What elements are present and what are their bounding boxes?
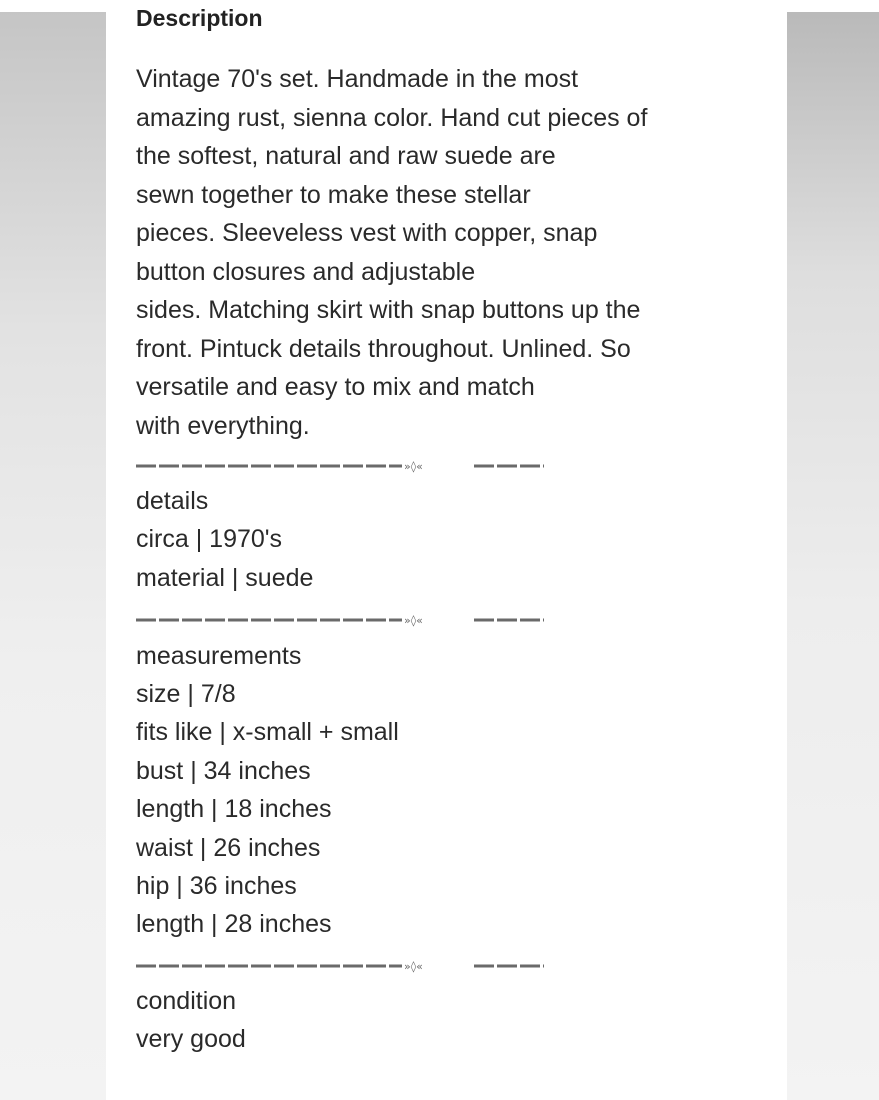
description-heading: Description: [136, 5, 263, 31]
details-material: material | suede: [136, 564, 314, 592]
right-background: [787, 0, 879, 1100]
description-paragraph: [136, 60, 766, 445]
description-line: sewn together to make these stellar: [136, 180, 531, 209]
condition-value: very good: [136, 1025, 246, 1053]
details-title: details: [136, 487, 209, 515]
measurement-hip: hip | 36 inches: [136, 872, 297, 900]
description-line: amazing rust, sienna color. Hand cut pieces of: [136, 103, 648, 132]
divider-ornament: »◊«: [404, 614, 423, 627]
measurements-title: measurements: [136, 642, 302, 670]
left-background: [0, 0, 106, 1100]
section-divider: [136, 613, 546, 627]
details-circa: circa | 1970's: [136, 525, 283, 553]
condition-title: condition: [136, 987, 237, 1015]
measurement-bust: bust | 34 inches: [136, 757, 311, 785]
description-line: the softest, natural and raw suede are: [136, 142, 556, 170]
description-line: sides. Matching skirt with snap buttons up the: [136, 296, 641, 324]
description-line: front. Pintuck details throughout. Unlined. So: [136, 334, 631, 363]
measurement-size: size | 7/8: [136, 680, 236, 708]
measurement-fits-like: fits like | x-small + small: [136, 718, 399, 746]
description-line: versatile and easy to mix and match: [136, 373, 535, 401]
description-line: Vintage 70's set. Handmade in the most: [136, 65, 579, 93]
description-line: with everything.: [136, 411, 310, 440]
divider-ornament: »◊«: [404, 960, 423, 973]
divider-ornament: »◊«: [404, 460, 423, 473]
section-divider: [136, 959, 546, 973]
measurement-length-top: length | 18 inches: [136, 795, 332, 823]
measurement-length-skirt: length | 28 inches: [136, 910, 332, 938]
description-line: button closures and adjustable: [136, 257, 476, 286]
description-line: pieces. Sleeveless vest with copper, snap: [136, 219, 598, 247]
section-divider: [136, 459, 546, 473]
measurement-waist: waist | 26 inches: [136, 834, 321, 862]
